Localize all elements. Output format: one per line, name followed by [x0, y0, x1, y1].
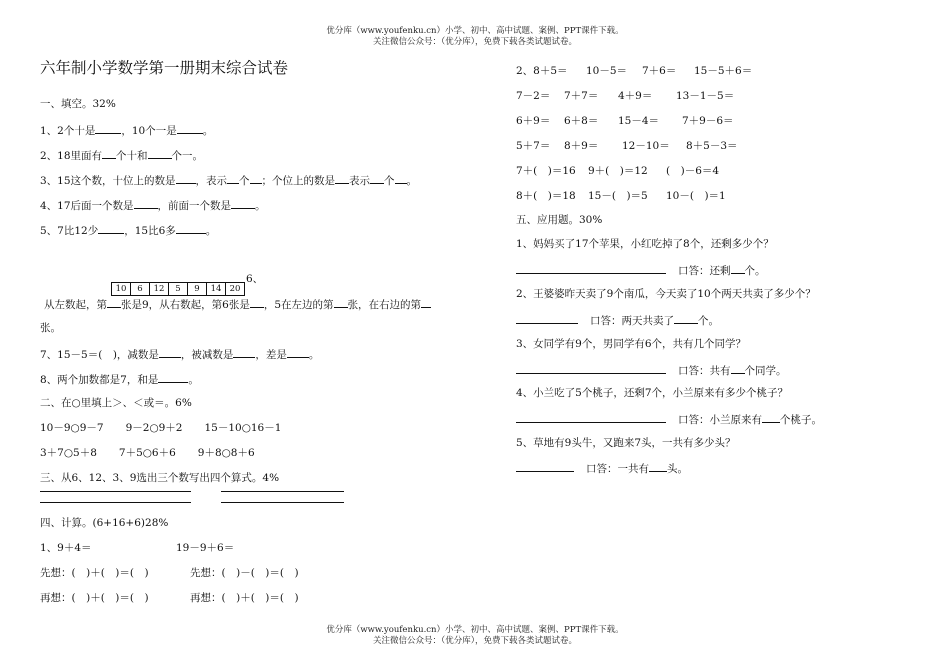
question-5: 5、7比12少 ，15比6多 。: [40, 222, 216, 238]
section-3-heading: 三、从6、12、3、9选出三个数写出四个算式。4%: [40, 472, 280, 484]
answer-blank[interactable]: [762, 411, 780, 423]
calc-row-5: 7＋( )＝16 9＋( )＝12 ( )－6＝4: [516, 165, 720, 177]
think-first-left: 先想：( )＋( )＝( ): [40, 567, 149, 579]
number-card: 6: [131, 283, 150, 295]
section-1-heading: 一、填空。32%: [40, 98, 116, 110]
question-7: 7、15－5＝( )，减数是 ，被减数是 ，差是 。: [40, 346, 319, 362]
answer-blank[interactable]: [158, 371, 188, 383]
answer-blank[interactable]: [98, 222, 124, 234]
question-4: 4、17后面一个数是 ，前面一个数是 。: [40, 197, 266, 213]
answer-blank[interactable]: [134, 197, 158, 209]
problem-4-question: 4、小兰吃了5个桃子，还剩7个，小兰原来有多少个桃子？: [516, 387, 789, 399]
answer-blank[interactable]: [177, 122, 203, 134]
calc-row-3: 6＋9＝ 6＋8＝ 15－4＝ 7＋9－6＝: [516, 115, 734, 127]
problem-1-question: 1、妈妈买了17个苹果，小红吃掉了8个，还剩多少个？: [516, 238, 774, 250]
answer-blank[interactable]: [287, 346, 309, 358]
working-line[interactable]: [516, 262, 666, 274]
page-header: [0, 26, 950, 48]
compare-row-1: 10－9○9－7 9－2○9＋2 15－10○16－1: [40, 422, 282, 434]
answer-blank[interactable]: [95, 122, 121, 134]
calc-row-4: 5＋7＝ 8＋9＝ 12－10＝ 8＋5－3＝: [516, 140, 738, 152]
number-card: 5: [169, 283, 188, 295]
answer-line[interactable]: [221, 502, 344, 503]
question-6-line-1: 从左数起，第 张是9，从右数起，第6张是 ，5在左边的第 张，在右边的第: [44, 296, 431, 312]
think-then-left: 再想：( )＋( )＝( ): [40, 592, 149, 604]
answer-blank[interactable]: [250, 296, 264, 308]
answer-blank[interactable]: [176, 222, 206, 234]
answer-blank[interactable]: [107, 296, 121, 308]
number-card: 9: [188, 283, 207, 295]
problem-3-question: 3、女同学有9个，男同学有6个，共有几个同学？: [516, 338, 747, 350]
question-3: 3、15这个数，十位上的数是 ，表示 个 ；个位上的数是 表示 个 。: [40, 172, 417, 188]
calc-row-6: 8＋( )＝18 15－( )＝5 10－( )＝1: [516, 190, 726, 202]
answer-blank[interactable]: [233, 346, 255, 358]
question-6-line-2: 张。: [40, 322, 61, 334]
answer-blank[interactable]: [334, 296, 348, 308]
answer-blank[interactable]: [731, 362, 745, 374]
problem-4-answer: 口答：小兰原来有 个桃子。: [516, 411, 822, 427]
answer-blank[interactable]: [102, 147, 116, 159]
answer-blank[interactable]: [674, 312, 698, 324]
number-cards: [111, 282, 245, 296]
working-line[interactable]: [516, 460, 574, 472]
compare-row-2: 3＋7○5＋8 7＋5○6＋6 9＋8○8＋6: [40, 447, 255, 459]
answer-blank[interactable]: [395, 172, 407, 184]
calc-row-2: 7－2＝ 7＋7＝ 4＋9＝ 13－1－5＝: [516, 90, 735, 102]
page-footer: [0, 625, 950, 647]
question-1: 1、2个十是 ，10个一是 。: [40, 122, 213, 138]
answer-blank[interactable]: [148, 147, 172, 159]
answer-blank[interactable]: [159, 346, 181, 358]
calc-1-right: 19－9＋6＝: [176, 542, 235, 554]
answer-line[interactable]: [221, 491, 344, 492]
section-5-heading: 五、应用题。30%: [516, 214, 603, 226]
number-card: 10: [112, 283, 131, 295]
calc-row-1: 2、8＋5＝ 10－5＝ 7＋6＝ 15－5＋6＝: [516, 65, 753, 77]
problem-3-answer: 口答：共有 个同学。: [516, 362, 787, 378]
answer-line[interactable]: [40, 491, 191, 492]
think-first-right: 先想：( )－( )＝( ): [190, 567, 299, 579]
calc-1-left: 1、9＋4＝: [40, 542, 92, 554]
answer-blank[interactable]: [250, 172, 262, 184]
footer-line-1: 优分库（www.youfenku.cn）小学、初中、高中试题、案例、PPT课件下载。: [326, 625, 624, 635]
section-2-heading: 二、在○里填上＞、＜或＝。6%: [40, 397, 192, 409]
problem-2-answer: 口答：两天共卖了 个。: [516, 312, 719, 328]
working-line[interactable]: [516, 312, 578, 324]
answer-line[interactable]: [40, 502, 191, 503]
number-card: 14: [207, 283, 226, 295]
number-card: 20: [229, 284, 241, 294]
working-line[interactable]: [516, 411, 666, 423]
question-2: 2、18里面有 个十和 个一。: [40, 147, 203, 163]
answer-blank[interactable]: [421, 296, 431, 308]
answer-blank[interactable]: [227, 172, 239, 184]
problem-5-answer: 口答：一共有 头。: [516, 460, 688, 476]
problem-5-question: 5、草地有9头牛，又跑来7头，一共有多少头？: [516, 437, 736, 449]
think-then-right: 再想：( )＋( )＝( ): [190, 592, 299, 604]
number-card: 12: [150, 283, 169, 295]
answer-blank[interactable]: [335, 172, 349, 184]
problem-2-question: 2、王婆婆昨天卖了9个南瓜，今天卖了10个两天共卖了多少个？: [516, 288, 816, 300]
problem-1-answer: 口答：还剩 个。: [516, 262, 766, 278]
answer-blank[interactable]: [231, 197, 255, 209]
header-line-1: 优分库（www.youfenku.cn）小学、初中、高中试题、案例、PPT课件下载。: [326, 26, 624, 36]
answer-blank[interactable]: [370, 172, 384, 184]
section-4-heading: 四、计算。(6+16+6)28%: [40, 517, 169, 529]
header-line-2: 关注微信公众号：（优分库），免费下载各类试题试卷。: [372, 37, 577, 47]
answer-blank[interactable]: [649, 460, 667, 472]
answer-blank[interactable]: [176, 172, 196, 184]
footer-line-2: 关注微信公众号：（优分库），免费下载各类试题试卷。: [372, 636, 577, 646]
page-title: 六年制小学数学第一册期末综合试卷: [40, 59, 289, 77]
answer-blank[interactable]: [731, 262, 745, 274]
question-6-number: 6、: [246, 273, 264, 285]
working-line[interactable]: [516, 362, 666, 374]
question-8: 8、两个加数都是7，和是 。: [40, 371, 199, 387]
